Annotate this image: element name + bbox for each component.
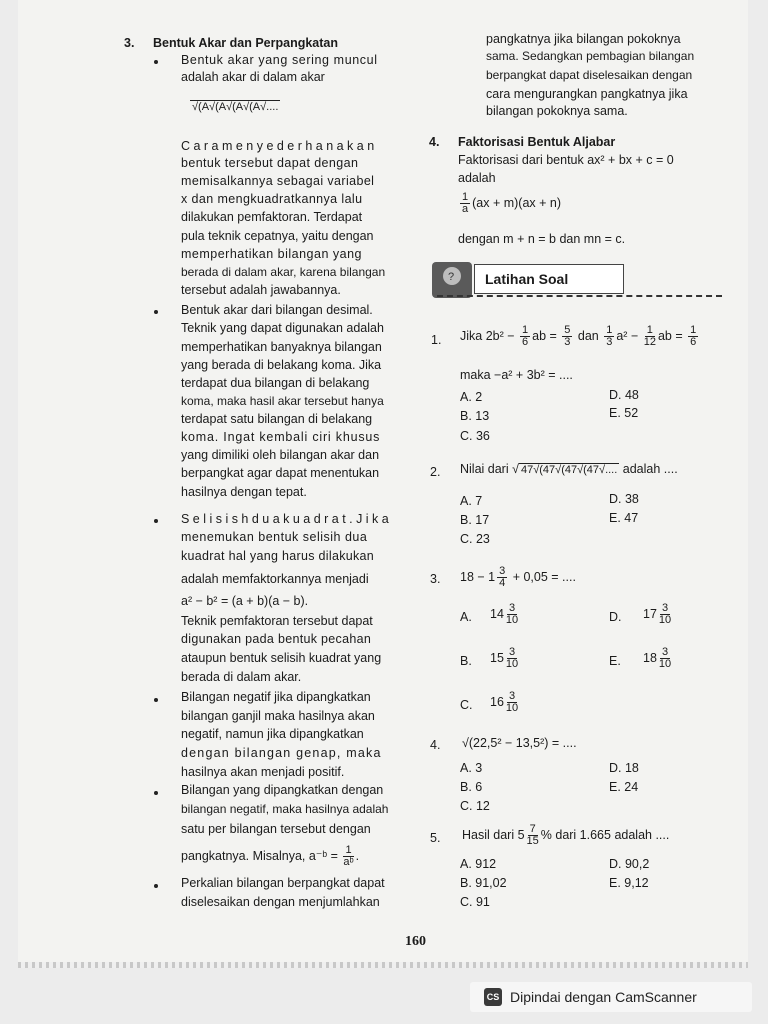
- bullet: [154, 60, 158, 64]
- option: A. 2: [460, 390, 483, 404]
- divider: [437, 295, 722, 297]
- option: B. 91,02: [460, 876, 507, 890]
- question-number: 2.: [430, 465, 441, 479]
- text-line: digunakan pada bentuk pecahan: [181, 632, 372, 646]
- text-line: terdapat dua bilangan di belakang: [181, 376, 370, 390]
- text-line: yang berada di belakang koma. Jika: [181, 358, 382, 372]
- text-line: cara mengurangkan pangkatnya jika: [486, 87, 688, 101]
- formula: a² − b² = (a + b)(a − b).: [181, 594, 309, 608]
- question-head-icon: [432, 262, 472, 298]
- text-line: berpangkat agar dapat menentukan: [181, 466, 380, 480]
- section-number: 3.: [124, 36, 135, 50]
- question-text: maka −a² + 3b² = ....: [460, 368, 573, 382]
- text-line: memperhatikan bilangan yang: [181, 247, 362, 261]
- option-value: 14 $\frac{3}{10}$: [490, 602, 519, 626]
- option: E. 47: [609, 511, 639, 525]
- section-heading: Faktorisasi Bentuk Aljabar: [458, 135, 616, 149]
- text-line: tersebut adalah jawabannya.: [181, 283, 341, 297]
- option-value: 18 $\frac{3}{10}$: [643, 646, 672, 670]
- text-line: Teknik pemfaktoran tersebut dapat: [181, 614, 373, 628]
- text-line-with-fraction: pangkatnya. Misalnya, a⁻ᵇ = $\frac{1}{\text{aᵇ}}$ .: [181, 844, 360, 868]
- text-line: bilangan ganjil maka hasilnya akan: [181, 709, 375, 723]
- option: C. 23: [460, 532, 490, 546]
- question-text: Nilai dari √ 47√(47√(47√(47√.... adalah ....: [460, 462, 678, 476]
- option-value: 15 $\frac{3}{10}$: [490, 646, 519, 670]
- text-line: sama. Sedangkan pembagian bilangan: [486, 49, 695, 63]
- text-line: dengan bilangan genap, maka: [181, 746, 382, 760]
- text-line: Bilangan negatif jika dipangkatkan: [181, 690, 371, 704]
- option: C. 12: [460, 799, 490, 813]
- text-line: kuadrat hal yang harus dilakukan: [181, 549, 375, 563]
- text-line: berada di dalam akar.: [181, 670, 302, 684]
- question-text: 18 − 1 $\frac{3}{4}$ + 0,05 = ....: [460, 565, 576, 589]
- text-line: berada di dalam akar, karena bilangan: [181, 265, 386, 279]
- text-line: diselesaikan dengan menjumlahkan: [181, 895, 380, 909]
- text-line: Perkalian bilangan berpangkat dapat: [181, 876, 385, 890]
- text-line: Bentuk akar yang sering muncul: [181, 53, 378, 67]
- question-number: 4.: [430, 738, 441, 752]
- question-text: Hasil dari 5 $\frac{7}{15}$ % dari 1.665 adalah ....: [462, 823, 670, 847]
- page-number: 160: [405, 934, 426, 949]
- option-value: 16 $\frac{3}{10}$: [490, 690, 519, 714]
- text-line: pangkatnya jika bilangan pokoknya: [486, 32, 681, 46]
- latihan-soal-title: Latihan Soal: [474, 264, 624, 294]
- text-line: bentuk tersebut dapat dengan: [181, 156, 359, 170]
- text-line: adalah memfaktorkannya menjadi: [181, 572, 369, 586]
- camscanner-watermark: [470, 982, 752, 1012]
- option: D. 18: [609, 761, 639, 775]
- text-line: adalah: [458, 171, 496, 185]
- option: A.: [460, 610, 472, 624]
- option: A. 3: [460, 761, 483, 775]
- formula: $\frac{1}{a}$ (ax + m)(ax + n): [462, 191, 562, 215]
- watermark-text: Dipindai dengan CamScanner: [510, 989, 697, 1005]
- text-line: menemukan bentuk selisih dua: [181, 530, 368, 544]
- question-text: √(22,5² − 13,5²) = ....: [462, 736, 577, 750]
- text-line: hasilnya akan menjadi positif.: [181, 765, 345, 779]
- text-line: ataupun bentuk selisih kuadrat yang: [181, 651, 382, 665]
- option: D. 38: [609, 492, 639, 506]
- text-line: C a r a m e n y e d e r h a n a k a n: [181, 139, 375, 153]
- option: E. 24: [609, 780, 639, 794]
- option: C. 91: [460, 895, 490, 909]
- text-line: bilangan negatif, maka hasilnya adalah: [181, 802, 389, 816]
- option: E.: [609, 654, 621, 668]
- text-line: terdapat satu bilangan di belakang: [181, 412, 373, 426]
- camscanner-logo-icon: CS: [484, 988, 502, 1006]
- text-line: Bilangan yang dipangkatkan dengan: [181, 783, 384, 797]
- text-line: yang dimiliki oleh bilangan akar dan: [181, 448, 380, 462]
- svg-text:?: ?: [448, 271, 455, 283]
- option: B. 13: [460, 409, 490, 423]
- bullet: [154, 519, 158, 523]
- text-line: Teknik yang dapat digunakan adalah: [181, 321, 384, 335]
- option-value: 17 $\frac{3}{10}$: [643, 602, 672, 626]
- text-line: negatif, namun jika dipangkatkan: [181, 727, 364, 741]
- text-line: S e l i s i s h d u a k u a d r a t . J i k a: [181, 512, 389, 526]
- text-line: memperhatikan banyaknya bilangan: [181, 340, 382, 354]
- text-line: koma, maka hasil akar tersebut hanya: [181, 394, 384, 408]
- option: B. 17: [460, 513, 490, 527]
- nested-root-formula: √(A√(A√(A√(A√....: [192, 101, 279, 113]
- section-number: 4.: [429, 135, 440, 149]
- option: A. 7: [460, 494, 483, 508]
- option: B. 6: [460, 780, 483, 794]
- text-line: dilakukan pemfaktoran. Terdapat: [181, 210, 363, 224]
- question-number: 3.: [430, 572, 441, 586]
- text-line: adalah akar di dalam akar: [181, 70, 325, 84]
- text-line: x dan mengkuadratkannya lalu: [181, 192, 363, 206]
- section-heading: Bentuk Akar dan Perpangkatan: [153, 36, 339, 50]
- option: C.: [460, 698, 473, 712]
- text-line: koma. Ingat kembali ciri khusus: [181, 430, 381, 444]
- text-line: bilangan pokoknya sama.: [486, 104, 628, 118]
- scanned-page: [18, 0, 748, 968]
- option: C. 36: [460, 429, 490, 443]
- bullet: [154, 884, 158, 888]
- bullet: [154, 791, 158, 795]
- option: D.: [609, 610, 622, 624]
- option: D. 48: [609, 388, 639, 402]
- text-line: berpangkat dapat diselesaikan dengan: [486, 68, 693, 82]
- bullet: [154, 698, 158, 702]
- text-line: satu per bilangan tersebut dengan: [181, 822, 371, 836]
- bullet: [154, 310, 158, 314]
- question-text: Jika 2b² − $\frac{1}{6}$ ab = $\frac{5}{3}$ dan $\frac{1}{3}$ a² − $\frac{1}{12}$ ab = $\frac{1}{6}$: [460, 324, 697, 348]
- option: E. 52: [609, 406, 639, 420]
- option: D. 90,2: [609, 857, 650, 871]
- option: E. 9,12: [609, 876, 649, 890]
- text-line: dengan m + n = b dan mn = c.: [458, 232, 626, 246]
- text-line: hasilnya dengan tepat.: [181, 485, 307, 499]
- text-line: memisalkannya sebagai variabel: [181, 174, 375, 188]
- page-edge: [18, 962, 748, 968]
- text-line: Faktorisasi dari bentuk ax² + bx + c = 0: [458, 153, 674, 167]
- text-line: Bentuk akar dari bilangan desimal.: [181, 303, 373, 317]
- question-number: 1.: [431, 333, 442, 347]
- option: A. 912: [460, 857, 497, 871]
- text-line: pula teknik cepatnya, yaitu dengan: [181, 229, 374, 243]
- option: B.: [460, 654, 472, 668]
- question-number: 5.: [430, 831, 441, 845]
